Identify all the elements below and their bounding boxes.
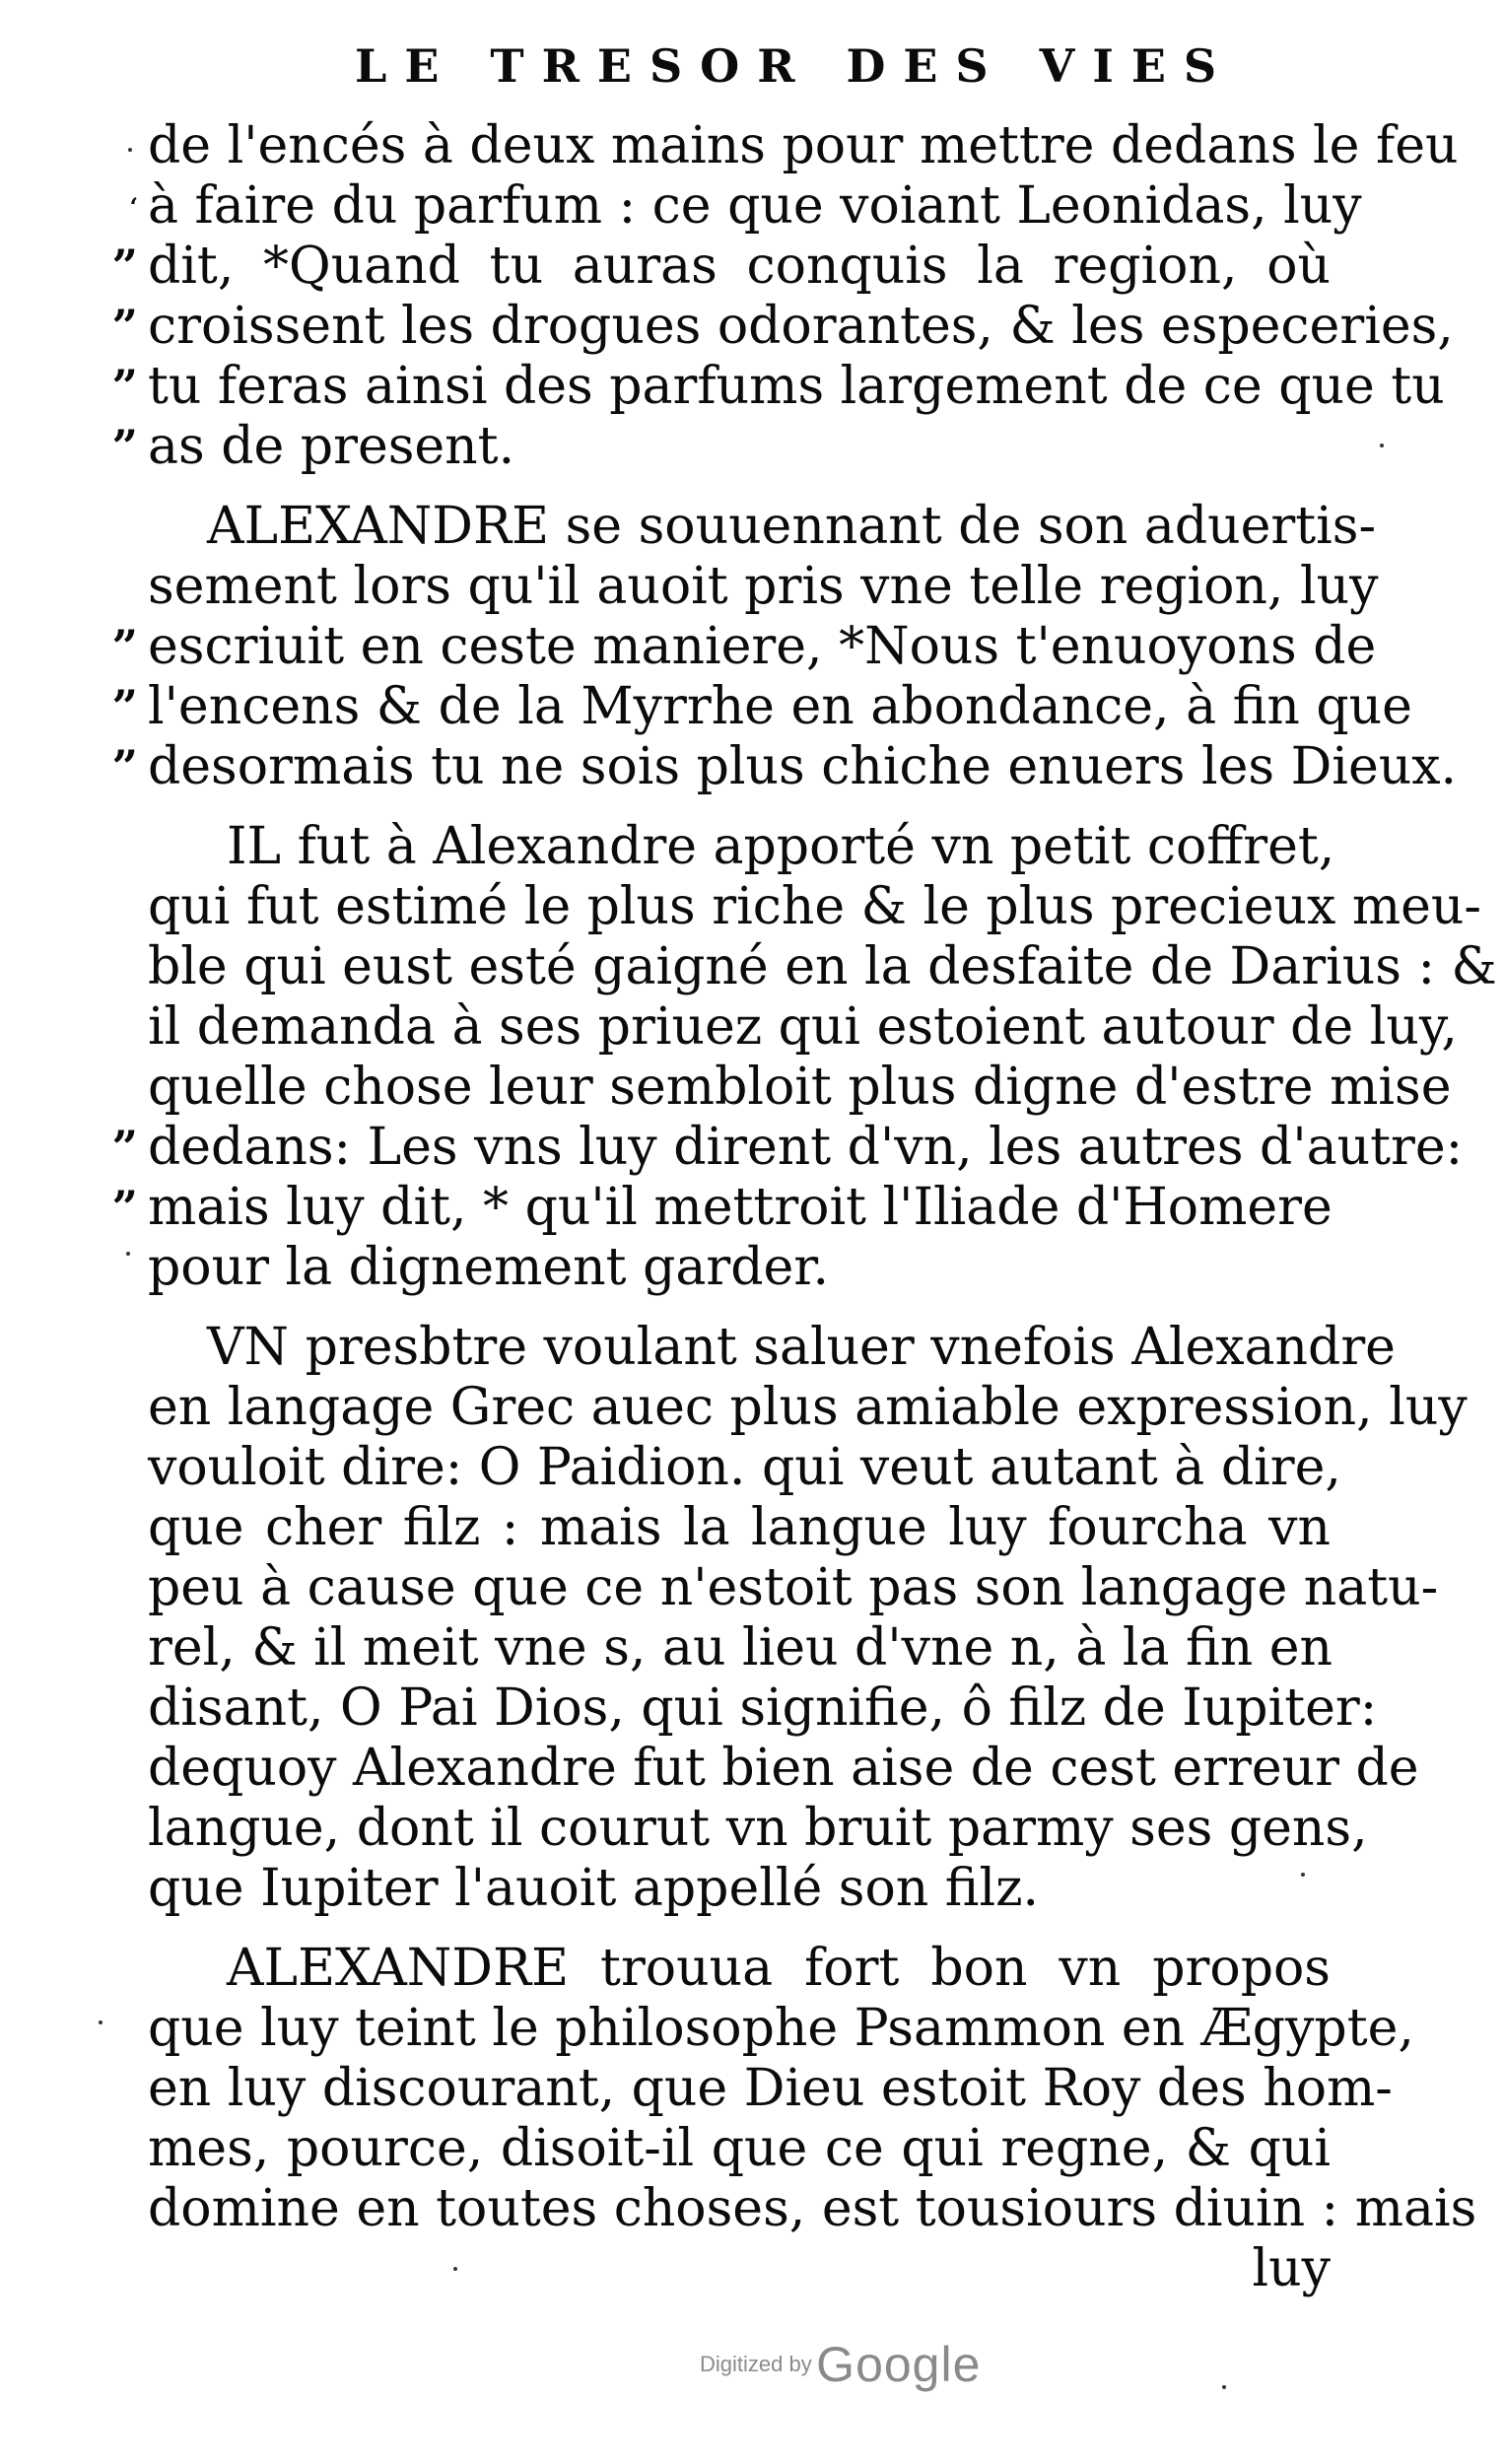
text-line: as de present. bbox=[148, 417, 515, 476]
text-line: qui fut estimé le plus riche & le plus precieux meu- bbox=[148, 877, 1481, 936]
text-line: desormais tu ne sois plus chiche enuers les Dieux. bbox=[148, 737, 1458, 796]
paragraph bbox=[148, 497, 1377, 557]
text-line: en langage Grec auec plus amiable expression, luy bbox=[148, 1378, 1468, 1437]
text-line: mes, pource, disoit-il que ce qui regne, & qui bbox=[148, 2119, 1331, 2178]
text-line: mais luy dit, * qu'il mettroit l'Iliade d'Homere bbox=[148, 1178, 1333, 1237]
margin-mark bbox=[59, 937, 138, 997]
print-speck bbox=[99, 2020, 103, 2024]
text-line: pour la dignement garder. bbox=[148, 1238, 829, 1297]
margin-mark: ” bbox=[111, 300, 138, 353]
margin-mark bbox=[59, 817, 138, 877]
body-text bbox=[148, 116, 1497, 2299]
print-speck bbox=[1380, 444, 1384, 447]
margin-mark bbox=[59, 997, 138, 1058]
margin-mark bbox=[59, 1058, 138, 1118]
text-line: l'encens & de la Myrrhe en abondance, à fin que bbox=[148, 677, 1412, 736]
text-line: sement lors qu'il auoit pris vne telle region, luy bbox=[148, 557, 1379, 616]
text-line: langue, dont il courut vn bruit parmy ses gens, bbox=[148, 1799, 1368, 1858]
text-line: que Iupiter l'auoit appellé son filz. bbox=[148, 1859, 1040, 1918]
text-line: dedans: Les vns luy dirent d'vn, les autres d'autre: bbox=[148, 1118, 1464, 1177]
text-line: dequoy Alexandre fut bien aise de cest erreur de bbox=[148, 1739, 1419, 1798]
text-line: en luy discourant, que Dieu estoit Roy des hom- bbox=[148, 2059, 1393, 2118]
text-line: escriuit en ceste maniere, *Nous t'enuoyons de bbox=[148, 617, 1377, 676]
margin-mark: ” bbox=[111, 680, 138, 733]
text-line: tu feras ainsi des parfums largement de ce que tu bbox=[148, 357, 1445, 416]
margin-quote-marks bbox=[59, 116, 138, 1238]
text-line: croissent les drogues odorantes, & les especeries, bbox=[148, 297, 1454, 356]
margin-mark: ” bbox=[111, 1121, 138, 1174]
text-line: IL fut à Alexandre apporté vn petit coffret, bbox=[227, 817, 1335, 876]
text-line: peu à cause que ce n'estoit pas son langage natu- bbox=[148, 1558, 1439, 1617]
paragraph-continued bbox=[148, 557, 1458, 797]
text-line: disant, O Pai Dios, qui signifie, ô filz de Iupiter: bbox=[148, 1678, 1378, 1738]
digitized-watermark bbox=[700, 2336, 981, 2393]
text-line: quelle chose leur sembloit plus digne d'estre mise bbox=[148, 1058, 1452, 1117]
text-line: ALEXANDRE trouua fort bon vn propos bbox=[227, 1939, 1331, 1998]
margin-mark: ” bbox=[111, 1181, 138, 1234]
paragraph-continued bbox=[148, 877, 1497, 1298]
paragraph bbox=[148, 116, 1459, 477]
text-line: que luy teint le philosophe Psammon en Ægypte, bbox=[148, 1999, 1414, 2058]
text-line: domine en toutes choses, est tousiours diuin : mais bbox=[148, 2179, 1477, 2238]
print-speck bbox=[1301, 1873, 1305, 1877]
margin-mark bbox=[59, 877, 138, 937]
text-line: dit, *Quand tu auras conquis la region, où bbox=[148, 237, 1331, 296]
margin-mark: ” bbox=[111, 360, 138, 413]
running-head: LE TRESOR DES VIES bbox=[355, 39, 1235, 93]
print-speck bbox=[126, 1252, 130, 1256]
paragraph bbox=[148, 1318, 1396, 1378]
margin-mark bbox=[59, 557, 138, 617]
margin-mark bbox=[59, 116, 138, 176]
margin-mark: ” bbox=[111, 420, 138, 473]
paragraph bbox=[148, 1939, 1331, 1999]
text-line: VN presbtre voulant saluer vnefois Alexandre bbox=[207, 1318, 1396, 1377]
text-line: ble qui eust esté gaigné en la desfaite de Darius : & bbox=[148, 937, 1497, 996]
text-line: de l'encés à deux mains pour mettre dedans le feu bbox=[148, 116, 1459, 175]
print-speck bbox=[128, 148, 132, 152]
text-line: ALEXANDRE se souuennant de son aduertis- bbox=[207, 497, 1377, 556]
print-speck bbox=[453, 2267, 457, 2271]
text-line: rel, & il meit vne s, au lieu d'vne n, à la fin en bbox=[148, 1618, 1333, 1677]
text-line: que cher filz : mais la langue luy fourcha vn bbox=[148, 1498, 1331, 1557]
text-line: il demanda à ses priuez qui estoient autour de luy, bbox=[148, 997, 1458, 1057]
watermark-prefix: Digitized by bbox=[700, 2352, 812, 2376]
catchword: luy bbox=[1252, 2239, 1331, 2298]
text-line: à faire du parfum : ce que voiant Leonidas, luy bbox=[148, 176, 1362, 236]
margin-mark: ” bbox=[111, 740, 138, 793]
margin-mark: ” bbox=[111, 620, 138, 673]
paragraph-continued bbox=[148, 1378, 1468, 1919]
print-speck bbox=[1222, 2385, 1226, 2389]
margin-mark bbox=[59, 497, 138, 557]
margin-mark: ʻ bbox=[129, 192, 138, 221]
paragraph bbox=[148, 817, 1335, 877]
paragraph-continued bbox=[148, 1999, 1477, 2239]
text-line: vouloit dire: O Paidion. qui veut autant à dire, bbox=[148, 1438, 1341, 1497]
margin-mark: ” bbox=[111, 240, 138, 293]
watermark-brand: Google bbox=[816, 2337, 982, 2392]
